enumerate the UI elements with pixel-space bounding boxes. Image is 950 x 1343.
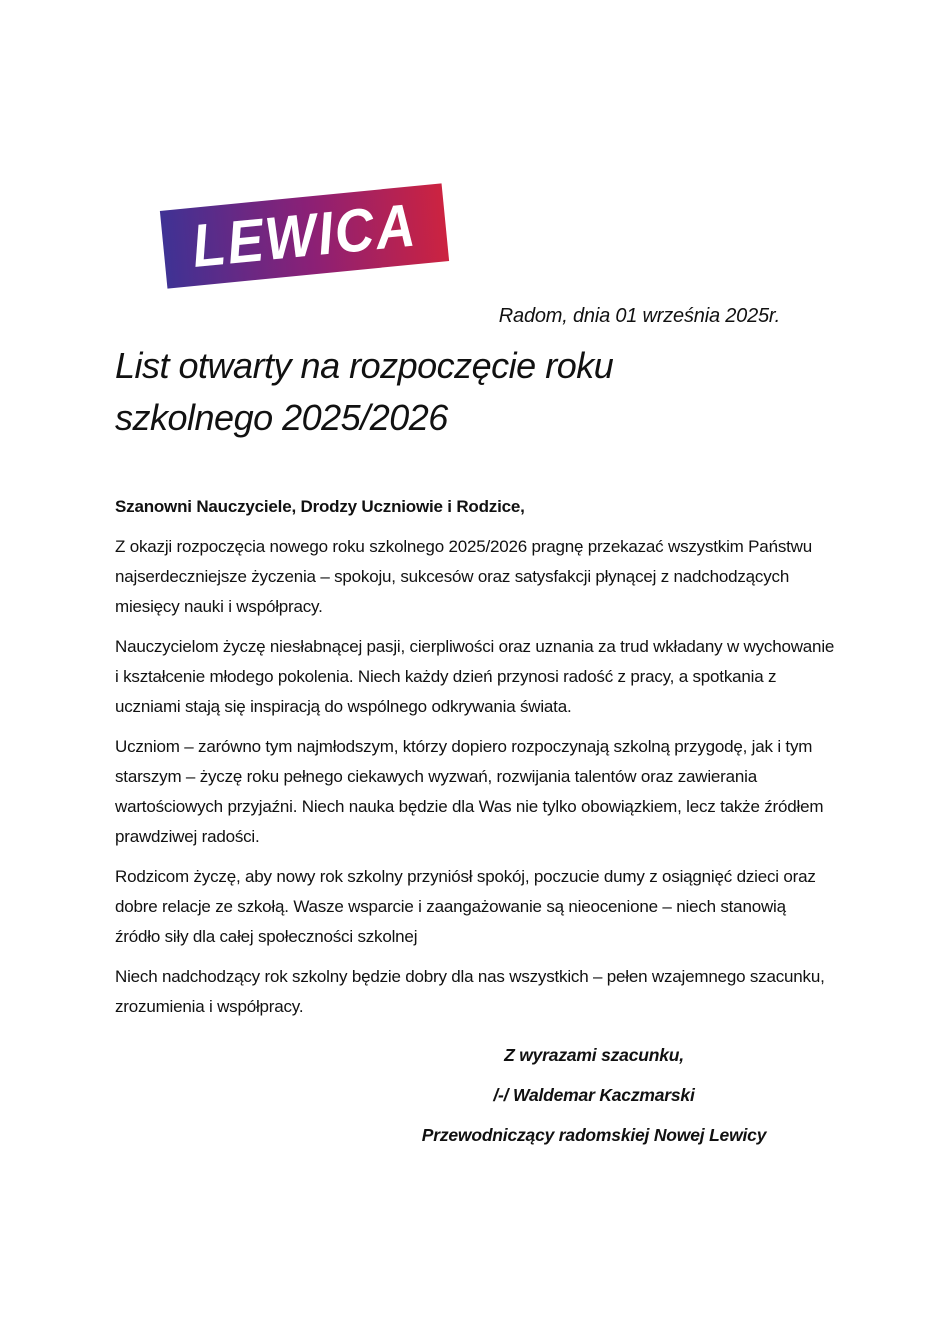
paragraph: Uczniom – zarówno tym najmłodszym, którzy dopiero rozpoczynają szkolną przygodę, jak i tym starszym – życzę roku pełnego ciekawych wyzwań, rozwijania talentów oraz zawierania wartościowych przyjaźni. Niech nauka będzie dla Was nie tylko obowiązkiem, lecz także źródłem prawdziwej radości. bbox=[115, 737, 824, 846]
signature-name: /-/ Waldemar Kaczmarski bbox=[493, 1085, 695, 1105]
signature-role: Przewodniczący radomskiej Nowej Lewicy bbox=[421, 1125, 767, 1145]
paragraph: Nauczycielom życzę niesłabnącej pasji, cierpliwości oraz uznania za trud wkładany w wychowanie i kształcenie młodego pokolenia. Niech każdy dzień przynosi radość z pracy, a spotkania z uczniami stają się inspiracją do wspólnego odkrywania świata. bbox=[115, 637, 835, 716]
paragraph: Rodzicom życzę, aby nowy rok szkolny przyniósł spokój, poczucie dumy z osiągnięć dzieci oraz dobre relacje ze szkołą. Wasze wsparcie i zaangażowanie są nieocenione – niech stanowią źródło siły dla całej społeczności szkolnej bbox=[115, 867, 816, 946]
page-title-line2: szkolnego 2025/2026 bbox=[115, 397, 448, 438]
lewica-logo-text: LEWICA bbox=[189, 191, 420, 281]
page-title-line1: List otwarty na rozpoczęcie roku bbox=[115, 345, 614, 386]
signature-closing: Z wyrazami szacunku, bbox=[504, 1045, 684, 1065]
letter-body bbox=[115, 492, 835, 1032]
lewica-logo bbox=[160, 183, 449, 288]
page-title bbox=[115, 340, 835, 444]
paragraph: Z okazji rozpoczęcia nowego roku szkolnego 2025/2026 pragnę przekazać wszystkim Państwu najserdeczniejsze życzenia – spokoju, sukcesów oraz satysfakcji płynącej z nadchodzących miesięcy nauki i współpracy. bbox=[115, 537, 812, 616]
paragraph: Niech nadchodzący rok szkolny będzie dobry dla nas wszystkich – pełen wzajemnego szacunku, zrozumienia i współpracy. bbox=[115, 967, 825, 1016]
date-line: Radom, dnia 01 września 2025r. bbox=[498, 305, 780, 327]
greeting-line: Szanowni Nauczyciele, Drodzy Uczniowie i Rodzice, bbox=[115, 497, 525, 516]
signature-block bbox=[394, 1040, 794, 1160]
